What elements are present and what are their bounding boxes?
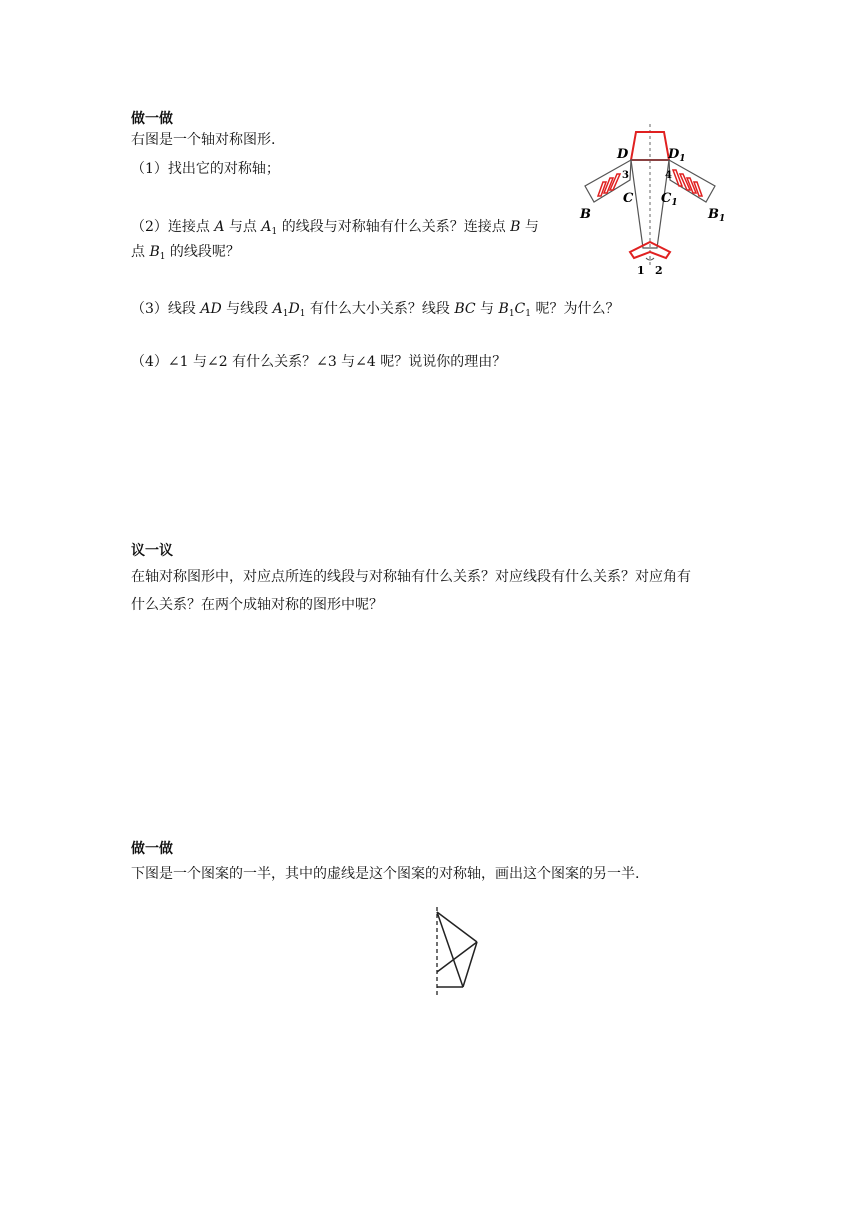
question-4: （4）∠1 与∠2 有什么关系？∠3 与∠4 呢？说说你的理由？: [131, 354, 507, 370]
question-2-line2: 点 $B_1$ 的线段呢？: [131, 244, 240, 262]
section1-intro: 右图是一个轴对称图形.: [131, 132, 276, 148]
airplane-figure: [570, 120, 740, 280]
section3-text: 下图是一个图案的一半，其中的虚线是这个图案的对称轴，画出这个图案的另一半.: [131, 866, 640, 882]
question-3: （3）线段 AD 与线段 $A_1D_1$ 有什么大小关系？线段 BC 与 $B_1C_1$ 呢？为什么？: [131, 301, 620, 319]
half-pattern-figure: [425, 905, 485, 1000]
section1-heading: 做一做: [131, 111, 173, 127]
question-1: （1）找出它的对称轴；: [131, 161, 280, 177]
section2-line2: 什么关系？在两个成轴对称的图形中呢？: [131, 597, 383, 613]
label-angle-1: 1: [637, 264, 645, 277]
section3-heading: 做一做: [131, 841, 173, 857]
label-angle-2: 2: [655, 264, 663, 277]
label-B: B: [580, 207, 591, 222]
label-D1: $D_1$: [668, 147, 686, 164]
section2-line1: 在轴对称图形中，对应点所连的线段与对称轴有什么关系？对应线段有什么关系？对应角有: [131, 569, 691, 585]
question-2-line1: （2）连接点 A 与点 $A_1$ 的线段与对称轴有什么关系？连接点 B 与: [131, 219, 539, 237]
label-C1: $C_1$: [661, 191, 678, 208]
label-D: D: [617, 147, 629, 162]
label-angle-4: 4: [665, 170, 672, 181]
label-angle-3: 3: [622, 170, 629, 181]
section2-heading: 议一议: [131, 543, 173, 559]
label-B1: $B_1$: [708, 207, 726, 224]
right-wing-stripes: [673, 170, 702, 196]
label-C: C: [623, 191, 634, 206]
pattern-lines: [437, 912, 477, 987]
